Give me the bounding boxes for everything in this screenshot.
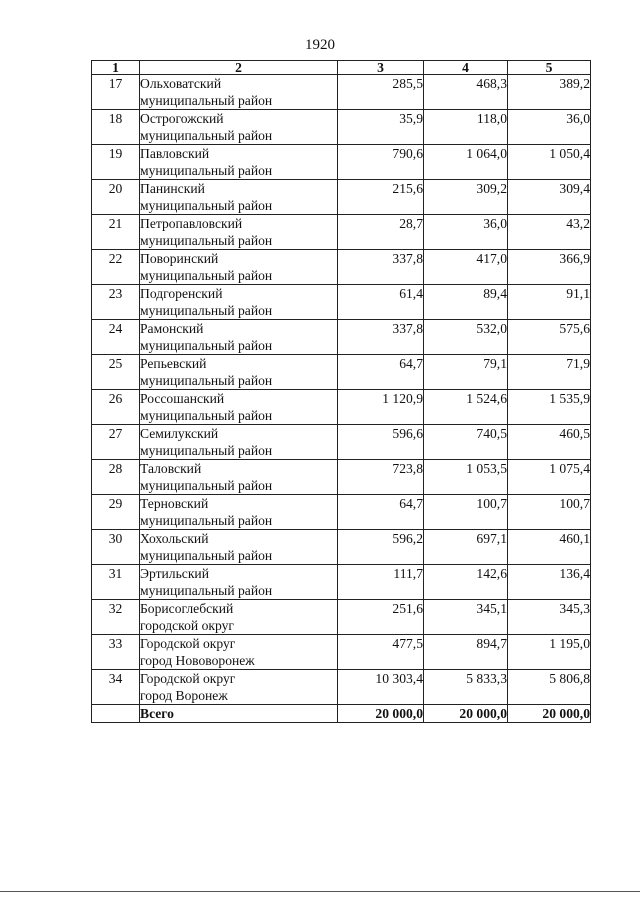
- row-name-line-2: муниципальный район: [140, 163, 273, 178]
- row-name-line-1: Городской округ: [140, 636, 236, 651]
- row-name-line-2: муниципальный район: [140, 338, 273, 353]
- table-row: [92, 670, 591, 705]
- row-col-5: 345,3: [508, 600, 591, 635]
- row-name: [140, 110, 338, 145]
- row-name-line-1: Поворинский: [140, 251, 219, 266]
- table-row: [92, 180, 591, 215]
- row-col-3: 337,8: [338, 250, 424, 285]
- row-col-5: 460,1: [508, 530, 591, 565]
- row-col-5: 1 195,0: [508, 635, 591, 670]
- table-header: [92, 61, 591, 75]
- row-col-4: 417,0: [424, 250, 508, 285]
- row-col-4: 89,4: [424, 285, 508, 320]
- row-number: 30: [92, 530, 140, 565]
- row-number: 21: [92, 215, 140, 250]
- row-number: 24: [92, 320, 140, 355]
- row-number: 29: [92, 495, 140, 530]
- row-col-3: 64,7: [338, 495, 424, 530]
- row-col-3: 28,7: [338, 215, 424, 250]
- row-col-5: 575,6: [508, 320, 591, 355]
- row-col-5: 309,4: [508, 180, 591, 215]
- row-col-5: 100,7: [508, 495, 591, 530]
- row-name: [140, 425, 338, 460]
- row-name: [140, 320, 338, 355]
- row-col-4: 468,3: [424, 75, 508, 110]
- row-name-line-2: муниципальный район: [140, 443, 273, 458]
- row-col-4: 345,1: [424, 600, 508, 635]
- row-name-line-2: муниципальный район: [140, 233, 273, 248]
- row-col-4: 118,0: [424, 110, 508, 145]
- row-name: [140, 145, 338, 180]
- row-name-line-2: муниципальный район: [140, 303, 273, 318]
- row-name: [140, 250, 338, 285]
- header-col-4: 4: [424, 61, 508, 75]
- row-name: [140, 460, 338, 495]
- row-col-3: 35,9: [338, 110, 424, 145]
- row-col-3: 61,4: [338, 285, 424, 320]
- row-name-line-1: Городской округ: [140, 671, 236, 686]
- row-col-5: 5 806,8: [508, 670, 591, 705]
- row-name: [140, 215, 338, 250]
- table-row: [92, 495, 591, 530]
- total-col-5: 20 000,0: [508, 705, 591, 723]
- row-col-5: 36,0: [508, 110, 591, 145]
- row-col-4: 1 524,6: [424, 390, 508, 425]
- row-name-line-2: муниципальный район: [140, 198, 273, 213]
- row-number: 23: [92, 285, 140, 320]
- row-name-line-1: Таловский: [140, 461, 202, 476]
- row-col-5: 1 075,4: [508, 460, 591, 495]
- row-name-line-1: Петропавловский: [140, 216, 243, 231]
- row-col-4: 142,6: [424, 565, 508, 600]
- row-name-line-2: муниципальный район: [140, 583, 273, 598]
- row-name: [140, 285, 338, 320]
- row-name-line-2: город Воронеж: [140, 688, 228, 703]
- row-col-4: 100,7: [424, 495, 508, 530]
- row-col-5: 43,2: [508, 215, 591, 250]
- row-col-4: 740,5: [424, 425, 508, 460]
- row-col-5: 366,9: [508, 250, 591, 285]
- row-number: 26: [92, 390, 140, 425]
- row-name-line-1: Рамонский: [140, 321, 204, 336]
- row-name-line-2: муниципальный район: [140, 128, 273, 143]
- row-col-3: 215,6: [338, 180, 424, 215]
- row-name-line-1: Панинский: [140, 181, 205, 196]
- row-col-4: 5 833,3: [424, 670, 508, 705]
- row-name-line-2: муниципальный район: [140, 478, 273, 493]
- row-name-line-2: муниципальный район: [140, 548, 273, 563]
- row-col-3: 477,5: [338, 635, 424, 670]
- row-col-3: 111,7: [338, 565, 424, 600]
- header-col-2: 2: [140, 61, 338, 75]
- row-col-4: 1 053,5: [424, 460, 508, 495]
- row-number: 28: [92, 460, 140, 495]
- total-num: [92, 705, 140, 723]
- total-row: [92, 705, 591, 723]
- table-row: [92, 145, 591, 180]
- row-number: 32: [92, 600, 140, 635]
- row-name: [140, 390, 338, 425]
- row-name-line-2: муниципальный район: [140, 268, 273, 283]
- row-name: [140, 75, 338, 110]
- row-name-line-1: Хохольский: [140, 531, 209, 546]
- table-row: [92, 355, 591, 390]
- row-number: 20: [92, 180, 140, 215]
- page-number: 1920: [305, 37, 335, 53]
- row-col-4: 697,1: [424, 530, 508, 565]
- row-name-line-1: Ольховатский: [140, 76, 222, 91]
- row-name-line-1: Эртильский: [140, 566, 209, 581]
- row-col-3: 285,5: [338, 75, 424, 110]
- row-number: 19: [92, 145, 140, 180]
- row-col-4: 309,2: [424, 180, 508, 215]
- table-row: [92, 250, 591, 285]
- header-row: [92, 61, 591, 75]
- table-row: [92, 460, 591, 495]
- row-col-3: 1 120,9: [338, 390, 424, 425]
- allocation-table: [91, 60, 591, 723]
- row-col-4: 532,0: [424, 320, 508, 355]
- table-row: [92, 110, 591, 145]
- row-col-4: 894,7: [424, 635, 508, 670]
- table-footer: [92, 705, 591, 723]
- row-number: 31: [92, 565, 140, 600]
- row-col-4: 79,1: [424, 355, 508, 390]
- row-number: 25: [92, 355, 140, 390]
- header-col-1: 1: [92, 61, 140, 75]
- row-name-line-1: Репьевский: [140, 356, 207, 371]
- row-col-5: 389,2: [508, 75, 591, 110]
- row-name: [140, 355, 338, 390]
- row-name: [140, 600, 338, 635]
- total-col-4: 20 000,0: [424, 705, 508, 723]
- table-row: [92, 600, 591, 635]
- row-name-line-1: Терновский: [140, 496, 209, 511]
- row-col-3: 790,6: [338, 145, 424, 180]
- row-col-3: 10 303,4: [338, 670, 424, 705]
- row-name-line-2: город Нововоронеж: [140, 653, 255, 668]
- table-body: [92, 75, 591, 705]
- row-name-line-1: Семилукский: [140, 426, 219, 441]
- row-col-5: 1 535,9: [508, 390, 591, 425]
- row-number: 18: [92, 110, 140, 145]
- row-name: [140, 670, 338, 705]
- row-name: [140, 180, 338, 215]
- row-col-3: 64,7: [338, 355, 424, 390]
- row-name-line-2: городской округ: [140, 618, 234, 633]
- row-number: 33: [92, 635, 140, 670]
- row-name-line-1: Россошанский: [140, 391, 225, 406]
- row-col-3: 251,6: [338, 600, 424, 635]
- header-col-5: 5: [508, 61, 591, 75]
- row-name-line-1: Павловский: [140, 146, 210, 161]
- table-row: [92, 285, 591, 320]
- row-name-line-1: Подгоренский: [140, 286, 223, 301]
- row-name-line-2: муниципальный район: [140, 93, 273, 108]
- row-name: [140, 495, 338, 530]
- row-name-line-2: муниципальный район: [140, 373, 273, 388]
- row-number: 34: [92, 670, 140, 705]
- row-col-3: 337,8: [338, 320, 424, 355]
- row-number: 27: [92, 425, 140, 460]
- row-col-5: 1 050,4: [508, 145, 591, 180]
- table-row: [92, 565, 591, 600]
- row-col-4: 36,0: [424, 215, 508, 250]
- row-name-line-2: муниципальный район: [140, 408, 273, 423]
- row-col-3: 596,6: [338, 425, 424, 460]
- table-row: [92, 530, 591, 565]
- row-name: [140, 635, 338, 670]
- row-name: [140, 565, 338, 600]
- row-col-5: 71,9: [508, 355, 591, 390]
- row-name: [140, 530, 338, 565]
- table-row: [92, 390, 591, 425]
- row-col-5: 91,1: [508, 285, 591, 320]
- table-row: [92, 320, 591, 355]
- table-row: [92, 215, 591, 250]
- row-name-line-1: Борисоглебский: [140, 601, 234, 616]
- row-col-3: 596,2: [338, 530, 424, 565]
- row-number: 22: [92, 250, 140, 285]
- row-name-line-2: муниципальный район: [140, 513, 273, 528]
- row-name-line-1: Острогожский: [140, 111, 224, 126]
- row-col-3: 723,8: [338, 460, 424, 495]
- row-col-5: 136,4: [508, 565, 591, 600]
- table-row: [92, 425, 591, 460]
- table-row: [92, 635, 591, 670]
- table-row: [92, 75, 591, 110]
- total-col-3: 20 000,0: [338, 705, 424, 723]
- row-number: 17: [92, 75, 140, 110]
- row-col-5: 460,5: [508, 425, 591, 460]
- row-col-4: 1 064,0: [424, 145, 508, 180]
- header-col-3: 3: [338, 61, 424, 75]
- total-label: Всего: [140, 705, 338, 723]
- page-bottom-divider: [0, 891, 640, 892]
